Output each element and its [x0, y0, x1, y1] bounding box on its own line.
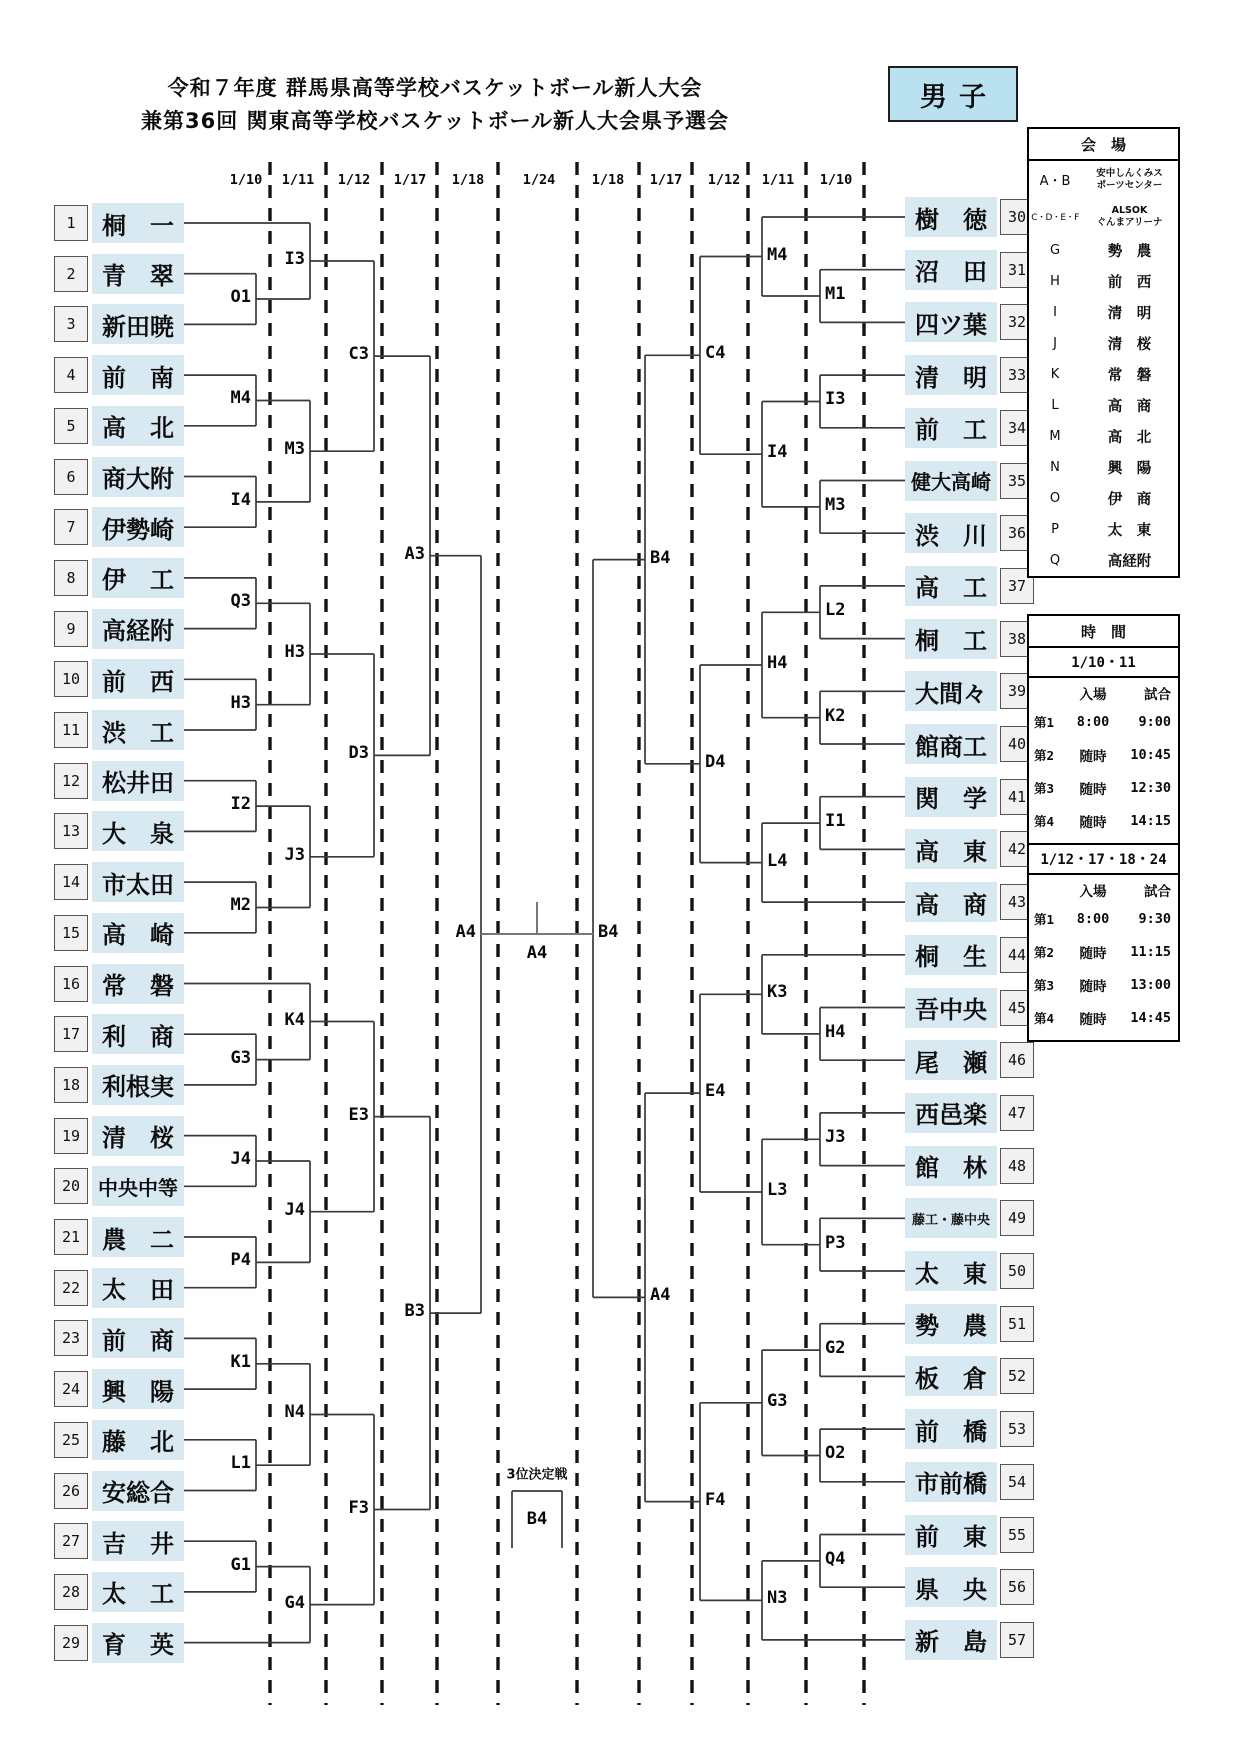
team-number: 25: [54, 1422, 88, 1458]
team-number: 2: [54, 256, 88, 292]
match-label: Q4: [825, 1548, 846, 1569]
team-name: 中央中等: [92, 1166, 184, 1206]
match-label: H3: [230, 692, 251, 713]
team-number: 17: [54, 1016, 88, 1052]
team-name: 藤工・藤中央: [905, 1198, 997, 1238]
team-name: 四ツ葉: [905, 302, 997, 342]
date-label: 1/11: [761, 172, 795, 188]
team-number: 14: [54, 864, 88, 900]
team-name: 前 南: [92, 355, 184, 395]
team-number: 39: [1000, 673, 1034, 709]
venue-court-letter: Q: [1049, 553, 1061, 568]
time-row: 第1 8:00 9:00: [1034, 713, 1171, 730]
match-label: G3: [230, 1047, 251, 1068]
venue-name: 勢 農: [1107, 244, 1152, 260]
team-number: 3: [54, 306, 88, 342]
third-place-match-label: B4: [526, 1509, 548, 1529]
team-number: 23: [54, 1320, 88, 1356]
team-number: 10: [54, 661, 88, 697]
team-name: 常 磐: [92, 964, 184, 1004]
team-name: 前 工: [905, 408, 997, 448]
title-line-1: 令和７年度 群馬県高等学校バスケットボール新人大会: [167, 76, 703, 100]
tournament-title: [88, 72, 782, 138]
team-name: 大間々: [905, 671, 997, 711]
match-label: I1: [825, 811, 846, 832]
date-label: 1/17: [649, 172, 683, 188]
team-name: 農 二: [92, 1217, 184, 1257]
team-number: 46: [1000, 1042, 1034, 1078]
match-label: M4: [230, 388, 251, 409]
team-number: 15: [54, 915, 88, 951]
team-number: 52: [1000, 1358, 1034, 1394]
match-label: I4: [230, 489, 251, 510]
match-label: B4: [598, 922, 619, 942]
team-name: 利根実: [92, 1065, 184, 1105]
time-row: 第1 8:00 9:30: [1034, 910, 1171, 927]
venue-court-letter: P: [1051, 522, 1059, 537]
third-place-title: 3位決定戦: [506, 1467, 568, 1483]
team-number: 4: [54, 357, 88, 393]
match-label: L2: [825, 600, 846, 621]
venue-court-letter: J: [1053, 336, 1057, 351]
match-label: A4: [455, 922, 476, 942]
team-number: 13: [54, 813, 88, 849]
date-label: 1/12: [337, 172, 371, 188]
team-name: 市前橋: [905, 1462, 997, 1502]
team-name: 安総合: [92, 1471, 184, 1511]
team-name: 清 明: [905, 355, 997, 395]
venue-court-letter: M: [1049, 429, 1061, 444]
match-label: F3: [348, 1497, 369, 1518]
date-label: 1/12: [707, 172, 741, 188]
team-name: 高 北: [92, 406, 184, 446]
match-label: H3: [284, 641, 305, 662]
team-number: 31: [1000, 252, 1034, 288]
time-row: 第3 随時 13:00: [1034, 976, 1171, 995]
team-number: 19: [54, 1118, 88, 1154]
team-name: 樹 徳: [905, 197, 997, 237]
team-name: 商大附: [92, 457, 184, 497]
team-number: 11: [54, 712, 88, 748]
team-name: 吉 井: [92, 1521, 184, 1561]
venue-name: 清 桜: [1107, 337, 1152, 353]
match-label: K3: [767, 982, 788, 1003]
venue-row: [1029, 514, 1178, 545]
venue-name: 伊 商: [1107, 492, 1152, 508]
match-label: E4: [705, 1081, 726, 1102]
team-name: 高 商: [905, 882, 997, 922]
date-label: 1/18: [451, 172, 485, 188]
team-name: 高 崎: [92, 913, 184, 953]
match-label: M2: [230, 895, 251, 916]
match-label: F4: [705, 1489, 726, 1510]
venue-name: 清 明: [1107, 306, 1152, 322]
venue-court-letter: N: [1050, 460, 1060, 475]
team-number: 50: [1000, 1253, 1034, 1289]
team-name: 新 島: [905, 1620, 997, 1660]
team-name: 高 工: [905, 566, 997, 606]
match-label: J4: [230, 1148, 251, 1169]
team-number: 48: [1000, 1148, 1034, 1184]
time-table: [1027, 614, 1180, 1042]
venue-name: 安中しんくみス ポーツセンター: [1096, 168, 1163, 191]
team-number: 36: [1000, 515, 1034, 551]
time-grid: [1029, 875, 1178, 1040]
time-row: 第2 随時 10:45: [1034, 746, 1171, 765]
team-number: 30: [1000, 199, 1034, 235]
team-name: 太 工: [92, 1572, 184, 1612]
team-name: 前 西: [92, 659, 184, 699]
team-number: 34: [1000, 410, 1034, 446]
match-label: D3: [348, 743, 369, 764]
venue-row: [1029, 452, 1178, 483]
time-row: 第3 随時 12:30: [1034, 779, 1171, 798]
match-label: I3: [284, 249, 305, 270]
team-number: 49: [1000, 1200, 1034, 1236]
match-label: L3: [767, 1179, 788, 1200]
venue-court-letter: C・D・E・F: [1031, 213, 1079, 223]
match-label: K1: [230, 1351, 251, 1372]
team-number: 43: [1000, 884, 1034, 920]
venue-row: [1029, 328, 1178, 359]
match-label: O1: [230, 287, 251, 308]
venue-name: 興 陽: [1107, 461, 1152, 477]
time-dates-band: 1/10・11: [1029, 648, 1178, 678]
team-name: 桐 生: [905, 935, 997, 975]
time-grid-header: 入場 試合: [1079, 687, 1171, 703]
team-number: 24: [54, 1371, 88, 1407]
team-name: 前 橋: [905, 1409, 997, 1449]
venue-row: [1029, 359, 1178, 390]
team-number: 29: [54, 1625, 88, 1661]
venue-court-letter: K: [1050, 367, 1060, 382]
team-number: 55: [1000, 1517, 1034, 1553]
venue-row: [1029, 421, 1178, 452]
team-name: 渋 工: [92, 710, 184, 750]
team-number: 5: [54, 408, 88, 444]
team-number: 16: [54, 966, 88, 1002]
team-number: 57: [1000, 1622, 1034, 1658]
date-label: 1/18: [591, 172, 625, 188]
team-name: 健大高崎: [905, 461, 997, 501]
team-name: 関 学: [905, 777, 997, 817]
date-label: 1/24: [522, 172, 556, 188]
match-label: M4: [767, 244, 788, 265]
team-name: 市太田: [92, 862, 184, 902]
venue-court-letter: O: [1049, 491, 1061, 506]
venue-table-header: 会 場: [1029, 129, 1178, 161]
venue-court-letter: L: [1051, 398, 1059, 413]
venue-row: [1029, 390, 1178, 421]
match-label: G1: [230, 1554, 251, 1575]
venue-name: 前 西: [1107, 275, 1152, 291]
venue-name: 高 商: [1107, 399, 1152, 415]
match-label: M1: [825, 284, 846, 305]
venue-row: [1029, 483, 1178, 514]
team-name: 新田暁: [92, 304, 184, 344]
venue-row: [1029, 161, 1178, 198]
team-name: 沼 田: [905, 250, 997, 290]
match-label: A3: [404, 543, 425, 564]
team-number: 40: [1000, 726, 1034, 762]
team-number: 42: [1000, 831, 1034, 867]
team-number: 12: [54, 763, 88, 799]
venue-row: [1029, 297, 1178, 328]
team-name: 太 田: [92, 1268, 184, 1308]
venue-name: 太 東: [1107, 523, 1152, 539]
match-label: B4: [650, 547, 671, 568]
match-label: N4: [284, 1402, 305, 1423]
match-label: P4: [230, 1250, 251, 1271]
team-name: 桐 工: [905, 619, 997, 659]
match-label: H4: [825, 1021, 846, 1042]
team-name: 太 東: [905, 1251, 997, 1291]
team-number: 51: [1000, 1306, 1034, 1342]
team-name: 西邑楽: [905, 1093, 997, 1133]
team-number: 37: [1000, 568, 1034, 604]
title-line-2: 兼第36回 関東高等学校バスケットボール新人大会県予選会: [140, 109, 730, 133]
team-name: 高経附: [92, 609, 184, 649]
match-label: L1: [230, 1453, 251, 1474]
team-name: 興 陽: [92, 1369, 184, 1409]
match-label: N3: [767, 1588, 788, 1609]
match-label: M3: [825, 494, 846, 515]
venue-row: [1029, 545, 1178, 576]
match-label: Q3: [230, 591, 251, 612]
team-name: 清 桜: [92, 1116, 184, 1156]
team-number: 45: [1000, 990, 1034, 1026]
venue-court-letter: G: [1049, 243, 1061, 258]
team-name: 前 東: [905, 1515, 997, 1555]
team-name: 館商工: [905, 724, 997, 764]
match-label: O2: [825, 1443, 846, 1464]
team-name: 藤 北: [92, 1420, 184, 1460]
team-number: 47: [1000, 1095, 1034, 1131]
team-name: 育 英: [92, 1623, 184, 1663]
match-label: I3: [825, 389, 846, 410]
team-name: 県 央: [905, 1567, 997, 1607]
team-number: 28: [54, 1574, 88, 1610]
team-name: 尾 瀬: [905, 1040, 997, 1080]
team-number: 41: [1000, 779, 1034, 815]
venue-court-letter: A・B: [1039, 174, 1071, 189]
venue-row: [1029, 266, 1178, 297]
team-name: 吾中央: [905, 988, 997, 1028]
venue-court-letter: H: [1050, 274, 1060, 289]
team-number: 1: [54, 205, 88, 241]
final-match-label: A4: [526, 943, 548, 963]
match-label: I4: [767, 442, 788, 463]
team-number: 21: [54, 1219, 88, 1255]
team-name: 勢 農: [905, 1304, 997, 1344]
team-number: 53: [1000, 1411, 1034, 1447]
match-label: K4: [284, 1009, 305, 1030]
venue-table: [1027, 127, 1180, 578]
match-label: G2: [825, 1338, 846, 1359]
team-number: 20: [54, 1168, 88, 1204]
match-label: M3: [284, 439, 305, 460]
team-number: 54: [1000, 1464, 1034, 1500]
time-table-header: 時 間: [1029, 616, 1178, 648]
gender-badge: 男子: [888, 66, 1018, 122]
match-label: E3: [348, 1104, 369, 1125]
match-label: C4: [705, 343, 726, 364]
match-label: J4: [284, 1199, 305, 1220]
team-name: 青 翠: [92, 254, 184, 294]
team-number: 27: [54, 1523, 88, 1559]
team-name: 伊 工: [92, 558, 184, 598]
team-number: 18: [54, 1067, 88, 1103]
venue-name: 常 磐: [1107, 368, 1152, 384]
team-name: 渋 川: [905, 513, 997, 553]
match-label: G4: [284, 1592, 305, 1613]
team-number: 38: [1000, 621, 1034, 657]
match-label: B3: [404, 1301, 425, 1322]
team-number: 9: [54, 611, 88, 647]
time-row: 第4 随時 14:15: [1034, 812, 1171, 831]
date-label: 1/10: [229, 172, 263, 188]
team-name: 前 商: [92, 1318, 184, 1358]
match-label: C3: [348, 344, 369, 365]
team-number: 8: [54, 560, 88, 596]
match-label: D4: [705, 751, 726, 772]
match-label: J3: [825, 1127, 846, 1148]
venue-court-letter: I: [1053, 305, 1057, 320]
time-grid: [1029, 678, 1178, 843]
venue-name: 高 北: [1107, 430, 1152, 446]
time-row: 第4 随時 14:45: [1034, 1009, 1171, 1028]
match-label: L4: [767, 850, 788, 871]
date-label: 1/17: [393, 172, 427, 188]
venue-row: [1029, 235, 1178, 266]
match-label: P3: [825, 1232, 846, 1253]
team-number: 56: [1000, 1569, 1034, 1605]
time-dates-band: 1/12・17・18・24: [1029, 843, 1178, 875]
team-name: 松井田: [92, 761, 184, 801]
team-number: 6: [54, 459, 88, 495]
team-name: 伊勢崎: [92, 507, 184, 547]
team-name: 板 倉: [905, 1356, 997, 1396]
venue-name: 高経附: [1107, 554, 1152, 570]
team-name: 利 商: [92, 1014, 184, 1054]
time-grid-header: 入場 試合: [1079, 884, 1171, 900]
team-number: 44: [1000, 937, 1034, 973]
match-label: J3: [284, 844, 305, 865]
venue-row: [1029, 198, 1178, 235]
team-name: 高 東: [905, 829, 997, 869]
time-row: 第2 随時 11:15: [1034, 943, 1171, 962]
team-number: 26: [54, 1473, 88, 1509]
match-label: A4: [650, 1285, 671, 1306]
team-number: 35: [1000, 463, 1034, 499]
match-label: I2: [230, 794, 251, 815]
team-name: 館 林: [905, 1146, 997, 1186]
team-name: 桐 一: [92, 203, 184, 243]
team-number: 7: [54, 509, 88, 545]
team-number: 32: [1000, 304, 1034, 340]
date-label: 1/11: [281, 172, 315, 188]
team-number: 22: [54, 1270, 88, 1306]
date-label: 1/10: [819, 172, 853, 188]
match-label: H4: [767, 652, 788, 673]
match-label: G3: [767, 1390, 788, 1411]
team-number: 33: [1000, 357, 1034, 393]
team-name: 大 泉: [92, 811, 184, 851]
venue-name: ALSOK ぐんまアリーナ: [1096, 205, 1163, 228]
match-label: K2: [825, 705, 846, 726]
